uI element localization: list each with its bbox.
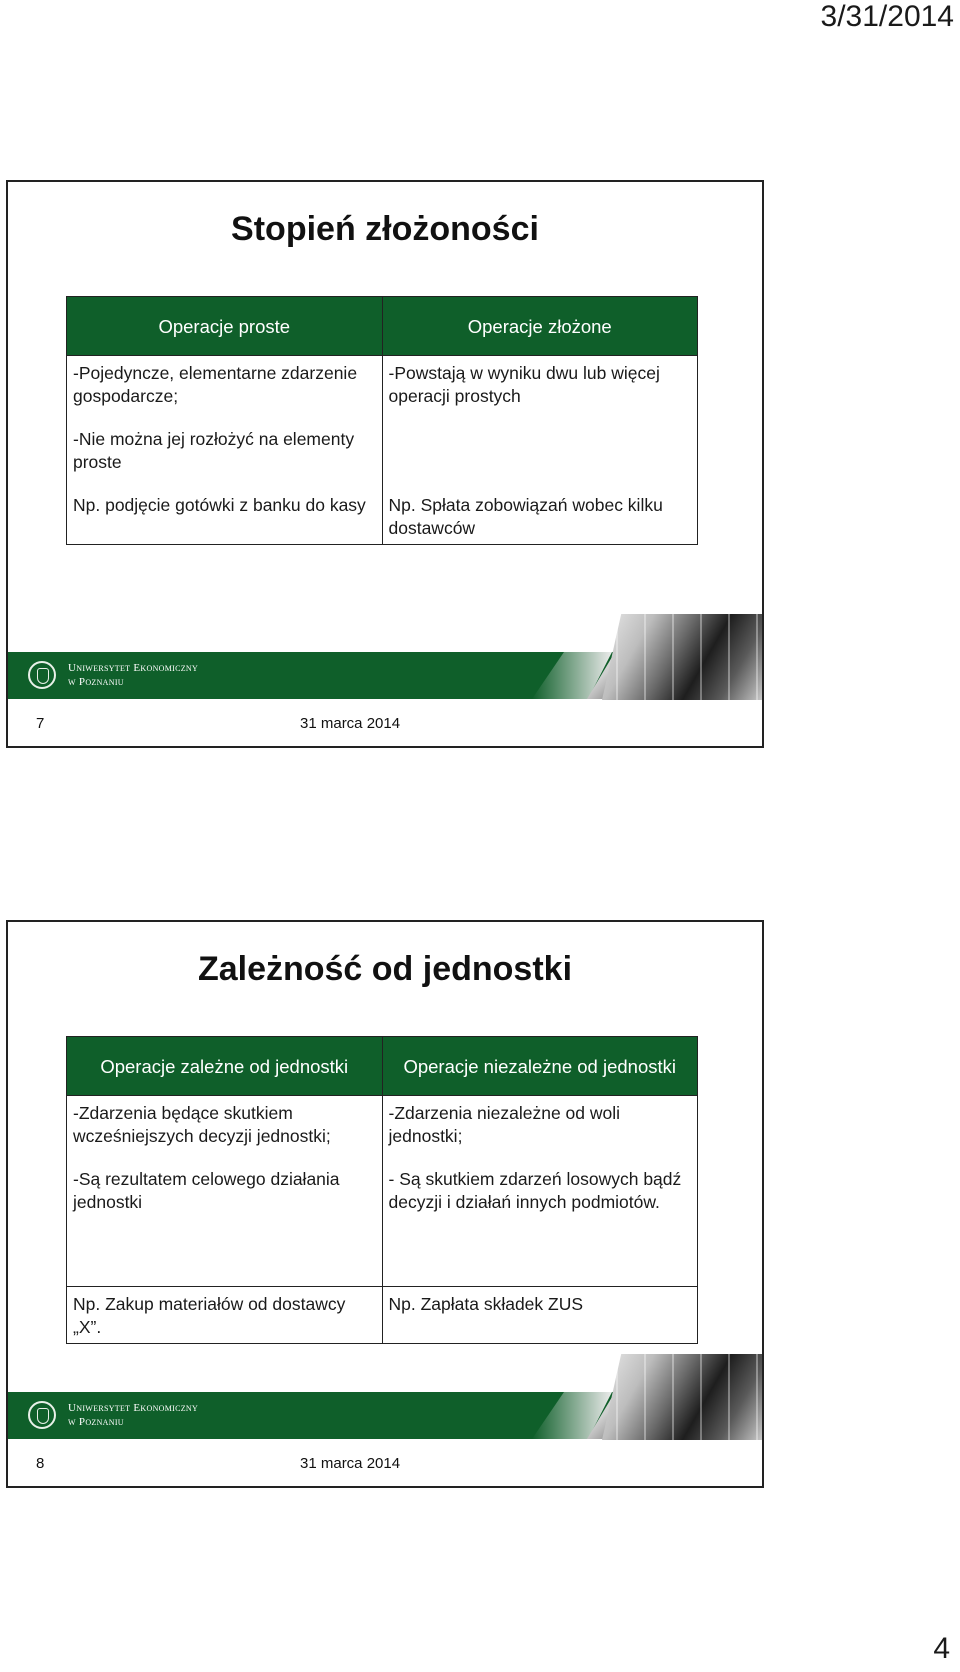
slide-title: Stopień złożoności [231, 210, 539, 248]
body-cell-right [382, 1096, 698, 1287]
building-photo-top [602, 1354, 762, 1440]
university-logo-text [68, 1401, 198, 1429]
logo-line-2: w Poznaniu [68, 676, 124, 688]
header-cell-left: Operacje zależne od jednostki [67, 1037, 383, 1096]
university-seal-icon [28, 1401, 56, 1429]
cell-text: -Są rezultatem celowego działania jednostki [73, 1169, 340, 1212]
cell-text: -Zdarzenia będące skutkiem wcześniejszych decyzji jednostki; [73, 1103, 331, 1146]
logo-line-1: Uniwersytet Ekonomiczny [68, 662, 199, 674]
cell-text: Np. Spłata zobowiązań wobec kilku dostawców [388, 495, 663, 538]
body-cell-left [67, 1096, 383, 1287]
header-cell-right: Operacje złożone [382, 297, 698, 356]
body-cell-right [382, 356, 698, 545]
logo-line-2: w Poznaniu [68, 1416, 124, 1428]
cell-text: -Nie można jej rozłożyć na elementy proste [73, 429, 355, 472]
logo-line-1: Uniwersytet Ekonomiczny [68, 1402, 199, 1414]
cell-text: - Są skutkiem zdarzeń losowych bądź decyzji i działań innych podmiotów. [388, 1169, 682, 1212]
cell-text: -Pojedyncze, elementarne zdarzenie gospodarcze; [73, 363, 358, 406]
page-number: 4 [933, 1632, 950, 1665]
slide-number: 7 [36, 715, 45, 732]
page-date: 3/31/2014 [820, 0, 954, 33]
university-seal-icon [28, 661, 56, 689]
cell-text: -Zdarzenia niezależne od woli jednostki; [388, 1103, 621, 1146]
comparison-table [66, 1036, 698, 1344]
slide-number: 8 [36, 1455, 45, 1472]
comparison-table [66, 296, 698, 545]
slide-footer [8, 706, 762, 746]
slide-7 [6, 180, 764, 748]
body-cell-left [67, 356, 383, 545]
example-cell-left: Np. Zakup materiałów od dostawcy „X”. [67, 1287, 383, 1344]
header-cell-right: Operacje niezależne od jednostki [382, 1037, 698, 1096]
slide-date: 31 marca 2014 [300, 1455, 401, 1472]
slide-footer [8, 1446, 762, 1486]
slide-date: 31 marca 2014 [300, 715, 401, 732]
cell-text: -Powstają w wyniku dwu lub więcej operacji prostych [388, 363, 660, 406]
example-cell-right: Np. Zapłata składek ZUS [382, 1287, 698, 1344]
cell-text: Np. podjęcie gotówki z banku do kasy [73, 495, 366, 515]
slide-8 [6, 920, 764, 1488]
slide-title: Zależność od jednostki [197, 950, 573, 988]
header-cell-left: Operacje proste [67, 297, 383, 356]
university-logo-text [68, 661, 198, 689]
building-photo-top [602, 614, 762, 700]
